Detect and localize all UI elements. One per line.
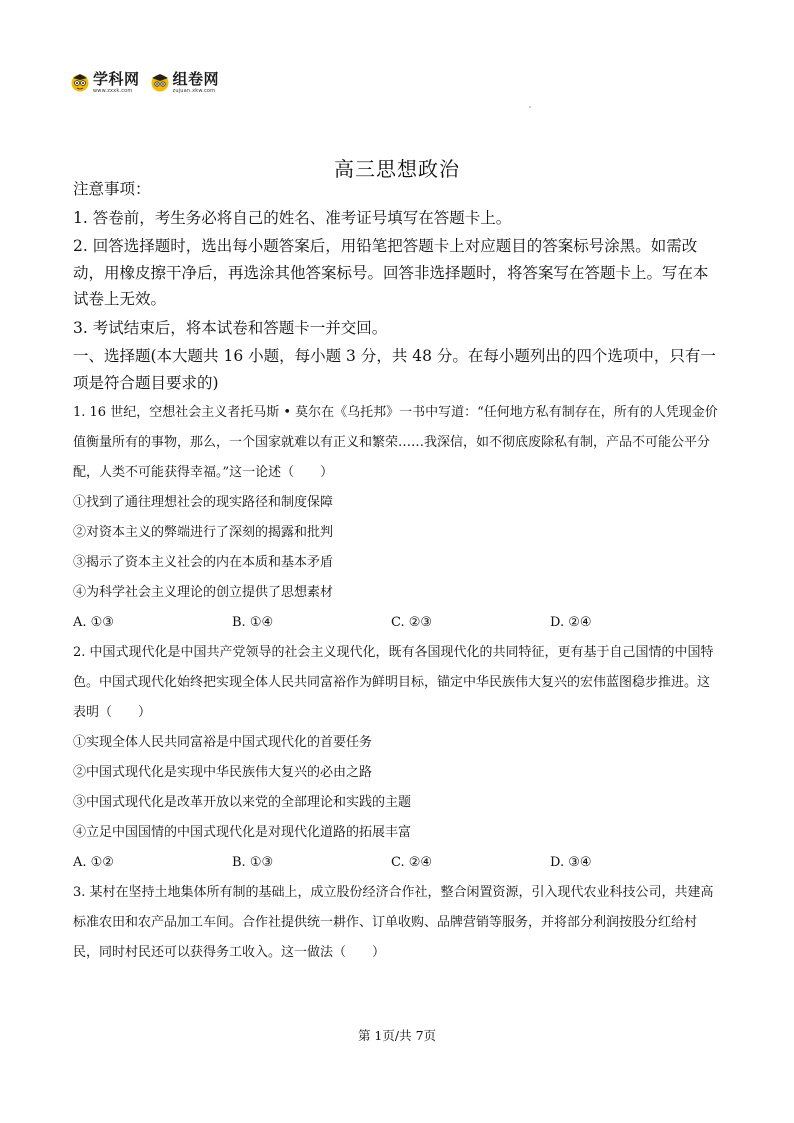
option-c[interactable]: C. ②④ bbox=[391, 855, 433, 870]
question-stem: 2. 中国式现代化是中国共产党领导的社会主义现代化，既有各国现代化的共同特征，更有基于自己国情的中国特色。中国式现代化始终把实现全体人民共同富裕作为鲜明目标，锚定中华民族伟大复兴的宏伟蓝图稳步推进。这表明（ ） bbox=[73, 645, 714, 720]
options-row bbox=[73, 608, 721, 638]
zujuan-logo[interactable] bbox=[150, 72, 220, 94]
statement: ①实现全体人民共同富裕是中国式现代化的首要任务 bbox=[73, 735, 373, 750]
statement: ③揭示了资本主义社会的内在本质和基本矛盾 bbox=[73, 555, 334, 570]
question-stem: 3. 某村在坚持土地集体所有制的基础上，成立股份经济合作社，整合闲置资源，引入现代农业科技公司，共建高标准农田和农产品加工车间。合作社提供统一耕作、订单收购、品牌营销等服务，并将部分利润按股分红给村民，同时村民还可以获得务工收入。这一做法（ ） bbox=[73, 885, 714, 960]
option-a[interactable]: A. ①② bbox=[73, 855, 114, 870]
statement: ②中国式现代化是实现中华民族伟大复兴的必由之路 bbox=[73, 765, 373, 780]
option-a[interactable]: A. ①③ bbox=[73, 615, 114, 630]
question-1 bbox=[73, 398, 721, 638]
statement: ①找到了通往理想社会的现实路径和制度保障 bbox=[73, 495, 334, 510]
header-logos bbox=[70, 72, 219, 98]
option-b[interactable]: B. ①③ bbox=[232, 855, 274, 870]
option-c[interactable]: C. ②③ bbox=[391, 615, 433, 630]
graduate-owl-icon bbox=[150, 72, 170, 92]
statement: ③中国式现代化是改革开放以来党的全部理论和实践的主题 bbox=[73, 795, 412, 810]
question-2 bbox=[73, 638, 721, 878]
logo1-name: 学科网 bbox=[93, 70, 140, 88]
statement: ④立足中国国情的中国式现代化是对现代化道路的拓展丰富 bbox=[73, 825, 412, 840]
stray-dot bbox=[529, 106, 531, 108]
logo2-name: 组卷网 bbox=[172, 70, 220, 88]
notice-item: 1. 答卷前，考生务必将自己的姓名、准考证号填写在答题卡上。 bbox=[73, 208, 512, 227]
question-3 bbox=[73, 878, 721, 968]
zxxk-logo[interactable] bbox=[70, 72, 140, 94]
section-heading: 一、选择题(本大题共 16 小题，每小题 3 分，共 48 分。在每小题列出的四个选项中，只有一项是符合题目要求的) bbox=[73, 347, 716, 392]
notice-heading: 注意事项： bbox=[73, 180, 151, 198]
page-title: 高三思想政治 bbox=[334, 157, 460, 182]
logo1-url: www.zxxk.com bbox=[93, 88, 133, 94]
owl-icon bbox=[70, 72, 90, 92]
option-b[interactable]: B. ①④ bbox=[232, 615, 274, 630]
statement: ④为科学社会主义理论的创立提供了思想素材 bbox=[73, 585, 334, 600]
logo2-url: zujuan.xkw.com bbox=[172, 88, 216, 94]
option-d[interactable]: D. ②④ bbox=[550, 615, 592, 630]
question-stem: 1. 16 世纪，空想社会主义者托马斯 • 莫尔在《乌托邦》一书中写道：“任何地方私有制存在，所有的人凭现金价值衡量所有的事物，那么，一个国家就难以有正义和繁荣……我深信，如不彻底废除私有制，产品不可能公平分配，人类不可能获得幸福。”这一论述（ ） bbox=[73, 405, 718, 480]
option-d[interactable]: D. ③④ bbox=[550, 855, 592, 870]
page-footer: 第 1页/共 7页 bbox=[357, 1028, 437, 1043]
statement: ②对资本主义的弊端进行了深刻的揭露和批判 bbox=[73, 525, 334, 540]
notice-block bbox=[73, 176, 721, 396]
notice-item: 3. 考试结束后，将本试卷和答题卡一并交回。 bbox=[73, 318, 388, 337]
options-row bbox=[73, 848, 721, 878]
notice-item: 2. 回答选择题时，选出每小题答案后，用铅笔把答题卡上对应题目的答案标号涂黑。如需改动，用橡皮擦干净后，再选涂其他答案标号。回答非选择题时，将答案写在答题卡上。写在本试卷上无效。 bbox=[73, 237, 709, 308]
exam-content bbox=[73, 176, 721, 968]
